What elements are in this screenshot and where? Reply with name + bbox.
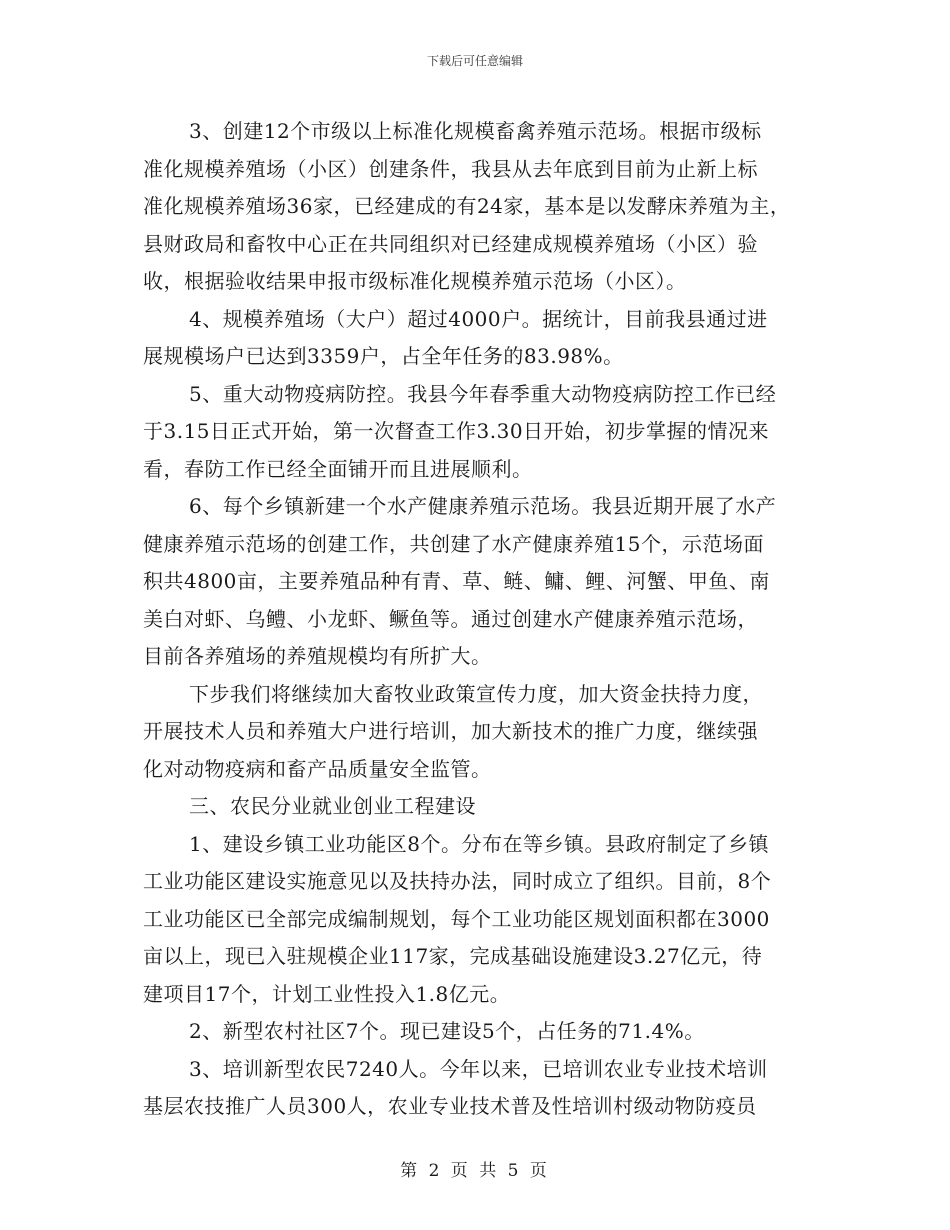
text-line: 开展技术人员和养殖大户进行培训，加大新技术的推广力度，继续强	[143, 719, 758, 743]
text-line: 5、重大动物疫病防控。我县今年春季重大动物疫病防控工作已经	[189, 381, 777, 406]
page-header: 下载后可任意编辑	[426, 54, 523, 68]
text-line: 1、建设乡镇工业功能区8个。分布在等乡镇。县政府制定了乡镇	[189, 831, 769, 856]
text-line: 县财政局和畜牧中心正在共同组织对已经建成规模养殖场（小区）验	[143, 231, 758, 256]
document-body	[143, 113, 833, 1126]
text-line: 下步我们将继续加大畜牧业政策宣传力度，加大资金扶持力度，	[189, 681, 763, 706]
text-line: 基层农技推广人员300人，农业专业技术普及性培训村级动物防疫员	[143, 1094, 757, 1118]
text-line: 于3.15日正式开始，第一次督查工作3.30日开始，初步掌握的情况来	[143, 419, 770, 443]
text-line: 4、规模养殖场（大户）超过4000户。据统计，目前我县通过进	[189, 306, 768, 331]
text-line: 亩以上，现已入驻规模企业117家，完成基础设施建设3.27亿元，待	[143, 944, 763, 968]
text-line: 看，春防工作已经全面铺开而且进展顺利。	[143, 456, 533, 481]
text-line: 目前各养殖场的养殖规模均有所扩大。	[143, 644, 492, 668]
text-line: 准化规模养殖场36家，已经建成的有24家，基本是以发酵床养殖为主，	[143, 194, 791, 218]
text-line: 6、每个乡镇新建一个水产健康养殖示范场。我县近期开展了水产	[189, 494, 777, 518]
text-line: 建项目17个，计划工业性投入1.8亿元。	[143, 981, 511, 1006]
text-line: 2、新型农村社区7个。现已建设5个，占任务的71.4%。	[189, 1019, 705, 1043]
text-line: 收，根据验收结果申报市级标准化规模养殖示范场（小区）。	[143, 269, 687, 293]
text-line: 3、创建12个市级以上标准化规模畜禽养殖示范场。根据市级标	[189, 119, 762, 143]
text-line: 3、培训新型农民7240人。今年以来，已培训农业专业技术培训	[189, 1056, 768, 1081]
text-line: 工业功能区已全部完成编制规划，每个工业功能区规划面积都在3000	[143, 906, 770, 931]
text-line: 准化规模养殖场（小区）创建条件，我县从去年底到目前为止新上标	[143, 156, 758, 181]
text-line: 展规模场户已达到3359户，占全年任务的83.98%。	[143, 344, 624, 368]
text-line: 化对动物疫病和畜产品质量安全监管。	[143, 756, 492, 781]
text-line: 积共4800亩，主要养殖品种有青、草、鲢、鳙、鲤、河蟹、甲鱼、南	[143, 569, 770, 593]
section-heading: 三、农民分业就业创业工程建设	[189, 794, 476, 818]
text-line: 工业功能区建设实施意见以及扶持办法，同时成立了组织。目前，8个	[143, 869, 772, 893]
page-footer: 第 2 页 共 5 页	[400, 1161, 550, 1181]
text-line: 健康养殖示范场的创建工作，共创建了水产健康养殖15个，示范场面	[143, 531, 764, 556]
text-line: 美白对虾、乌鳢、小龙虾、鳜鱼等。通过创建水产健康养殖示范场，	[143, 606, 758, 631]
